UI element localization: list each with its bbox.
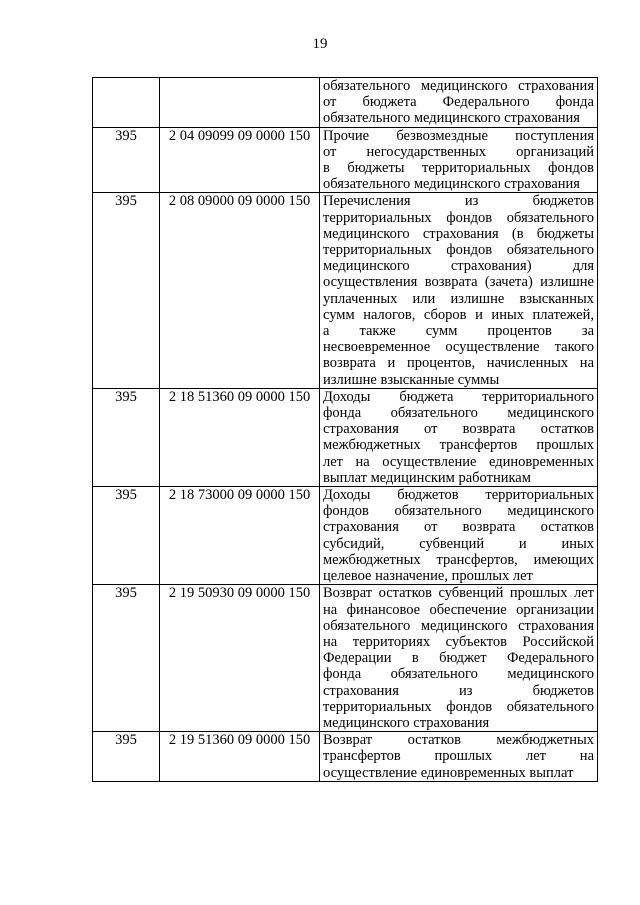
- budget-codes-table: [92, 77, 598, 782]
- revenue-name-cell: [320, 585, 598, 732]
- budget-classification-code-cell: 2 18 73000 09 0000 150: [160, 487, 320, 585]
- revenue-name-line: Доходы бюджетов территориальных: [323, 487, 594, 504]
- revenue-name-line: медицинского страхования) для: [323, 258, 594, 275]
- revenue-name-line: сумм налогов, сборов и иных платежей,: [323, 306, 594, 323]
- revenue-name-line: лет на осуществление единовременных: [323, 453, 594, 470]
- table-row: [93, 585, 598, 732]
- revenue-name-line: уплаченных или излишне взысканных: [323, 290, 594, 307]
- admin-code-cell: 395: [93, 732, 160, 782]
- revenue-name-line: Возврат остатков субвенций прошлых лет: [323, 585, 594, 602]
- revenue-name-line: осуществления возврата (зачета) излишне: [323, 274, 594, 291]
- revenue-name-cell: [320, 388, 598, 486]
- revenue-name-line: страхования из бюджетов: [323, 682, 594, 699]
- revenue-name-line: целевое назначение, прошлых лет: [323, 568, 533, 585]
- admin-code-cell: 395: [93, 388, 160, 486]
- revenue-name-line: обязательного медицинского страхования: [323, 78, 594, 94]
- revenue-name-line: осуществление единовременных выплат: [323, 764, 574, 781]
- revenue-name-line: от негосударственных организаций: [323, 143, 594, 160]
- revenue-name-line: межбюджетных трансфертов прошлых: [323, 437, 594, 454]
- revenue-name-line: излишне взысканные суммы: [323, 371, 500, 388]
- budget-classification-code-cell: 2 19 51360 09 0000 150: [160, 732, 320, 782]
- revenue-name-line: фондов обязательного медицинского: [323, 503, 594, 520]
- revenue-name-cell: [320, 78, 598, 128]
- table-row: [93, 78, 598, 128]
- revenue-name-line: межбюджетных трансфертов, имеющих: [323, 551, 594, 568]
- revenue-name-line: Возврат остатков межбюджетных: [323, 732, 594, 749]
- revenue-name-line: медицинского страхования (в бюджеты: [323, 225, 594, 242]
- revenue-name-line: территориальных фондов обязательного: [323, 242, 594, 259]
- admin-code-cell: 395: [93, 487, 160, 585]
- table-row: [93, 193, 598, 388]
- revenue-name-line: Прочие безвозмездные поступления: [323, 127, 594, 144]
- budget-classification-code-cell: 2 18 51360 09 0000 150: [160, 388, 320, 486]
- revenue-name-line: территориальных фондов обязательного: [323, 698, 594, 715]
- table-row: [93, 732, 598, 782]
- revenue-name-line: трансфертов прошлых лет на: [323, 748, 594, 765]
- revenue-name-line: Доходы бюджета территориального: [323, 388, 594, 405]
- revenue-name-line: возврата и процентов, начисленных на: [323, 355, 594, 372]
- revenue-name-cell: [320, 127, 598, 193]
- admin-code-cell: 395: [93, 585, 160, 732]
- budget-classification-code-cell: 2 19 50930 09 0000 150: [160, 585, 320, 732]
- admin-code-cell: 395: [93, 127, 160, 193]
- revenue-name-line: субсидий, субвенций и иных: [323, 535, 594, 552]
- page-number: 19: [312, 36, 328, 52]
- revenue-name-line: а также сумм процентов за: [323, 323, 594, 340]
- revenue-name-line: фонда обязательного медицинского: [323, 405, 594, 422]
- revenue-name-line: медицинского страхования: [323, 714, 490, 731]
- revenue-name-line: обязательного медицинского страхования: [323, 617, 594, 634]
- revenue-name-line: на финансовое обеспечение организации: [323, 601, 594, 618]
- revenue-name-cell: [320, 487, 598, 585]
- budget-classification-code-cell: 2 04 09099 09 0000 150: [160, 127, 320, 193]
- revenue-name-line: Перечисления из бюджетов: [323, 193, 594, 210]
- revenue-name-line: страхования от возврата остатков: [323, 421, 594, 438]
- revenue-name-cell: [320, 732, 598, 782]
- revenue-name-line: обязательного медицинского страхования: [323, 176, 580, 193]
- admin-code-cell: [93, 78, 160, 128]
- revenue-name-line: в бюджеты территориальных фондов: [323, 160, 594, 177]
- revenue-name-cell: [320, 193, 598, 388]
- table-body: [93, 78, 598, 782]
- revenue-name-line: выплат медицинским работникам: [323, 469, 531, 486]
- revenue-name-line: Федерации в бюджет Федерального: [323, 650, 594, 667]
- revenue-name-line: от бюджета Федерального фонда: [323, 94, 594, 111]
- budget-classification-code-cell: [160, 78, 320, 128]
- table-row: [93, 388, 598, 486]
- revenue-name-line: фонда обязательного медицинского: [323, 666, 594, 683]
- admin-code-cell: 395: [93, 193, 160, 388]
- revenue-name-line: территориальных фондов обязательного: [323, 209, 594, 226]
- revenue-name-line: страхования от возврата остатков: [323, 519, 594, 536]
- table-row: [93, 487, 598, 585]
- budget-classification-code-cell: 2 08 09000 09 0000 150: [160, 193, 320, 388]
- revenue-name-line: обязательного медицинского страхования: [323, 110, 580, 127]
- table-row: [93, 127, 598, 193]
- revenue-name-line: несвоевременное осуществление такого: [323, 339, 594, 356]
- revenue-name-line: на территориях субъектов Российской: [323, 633, 594, 650]
